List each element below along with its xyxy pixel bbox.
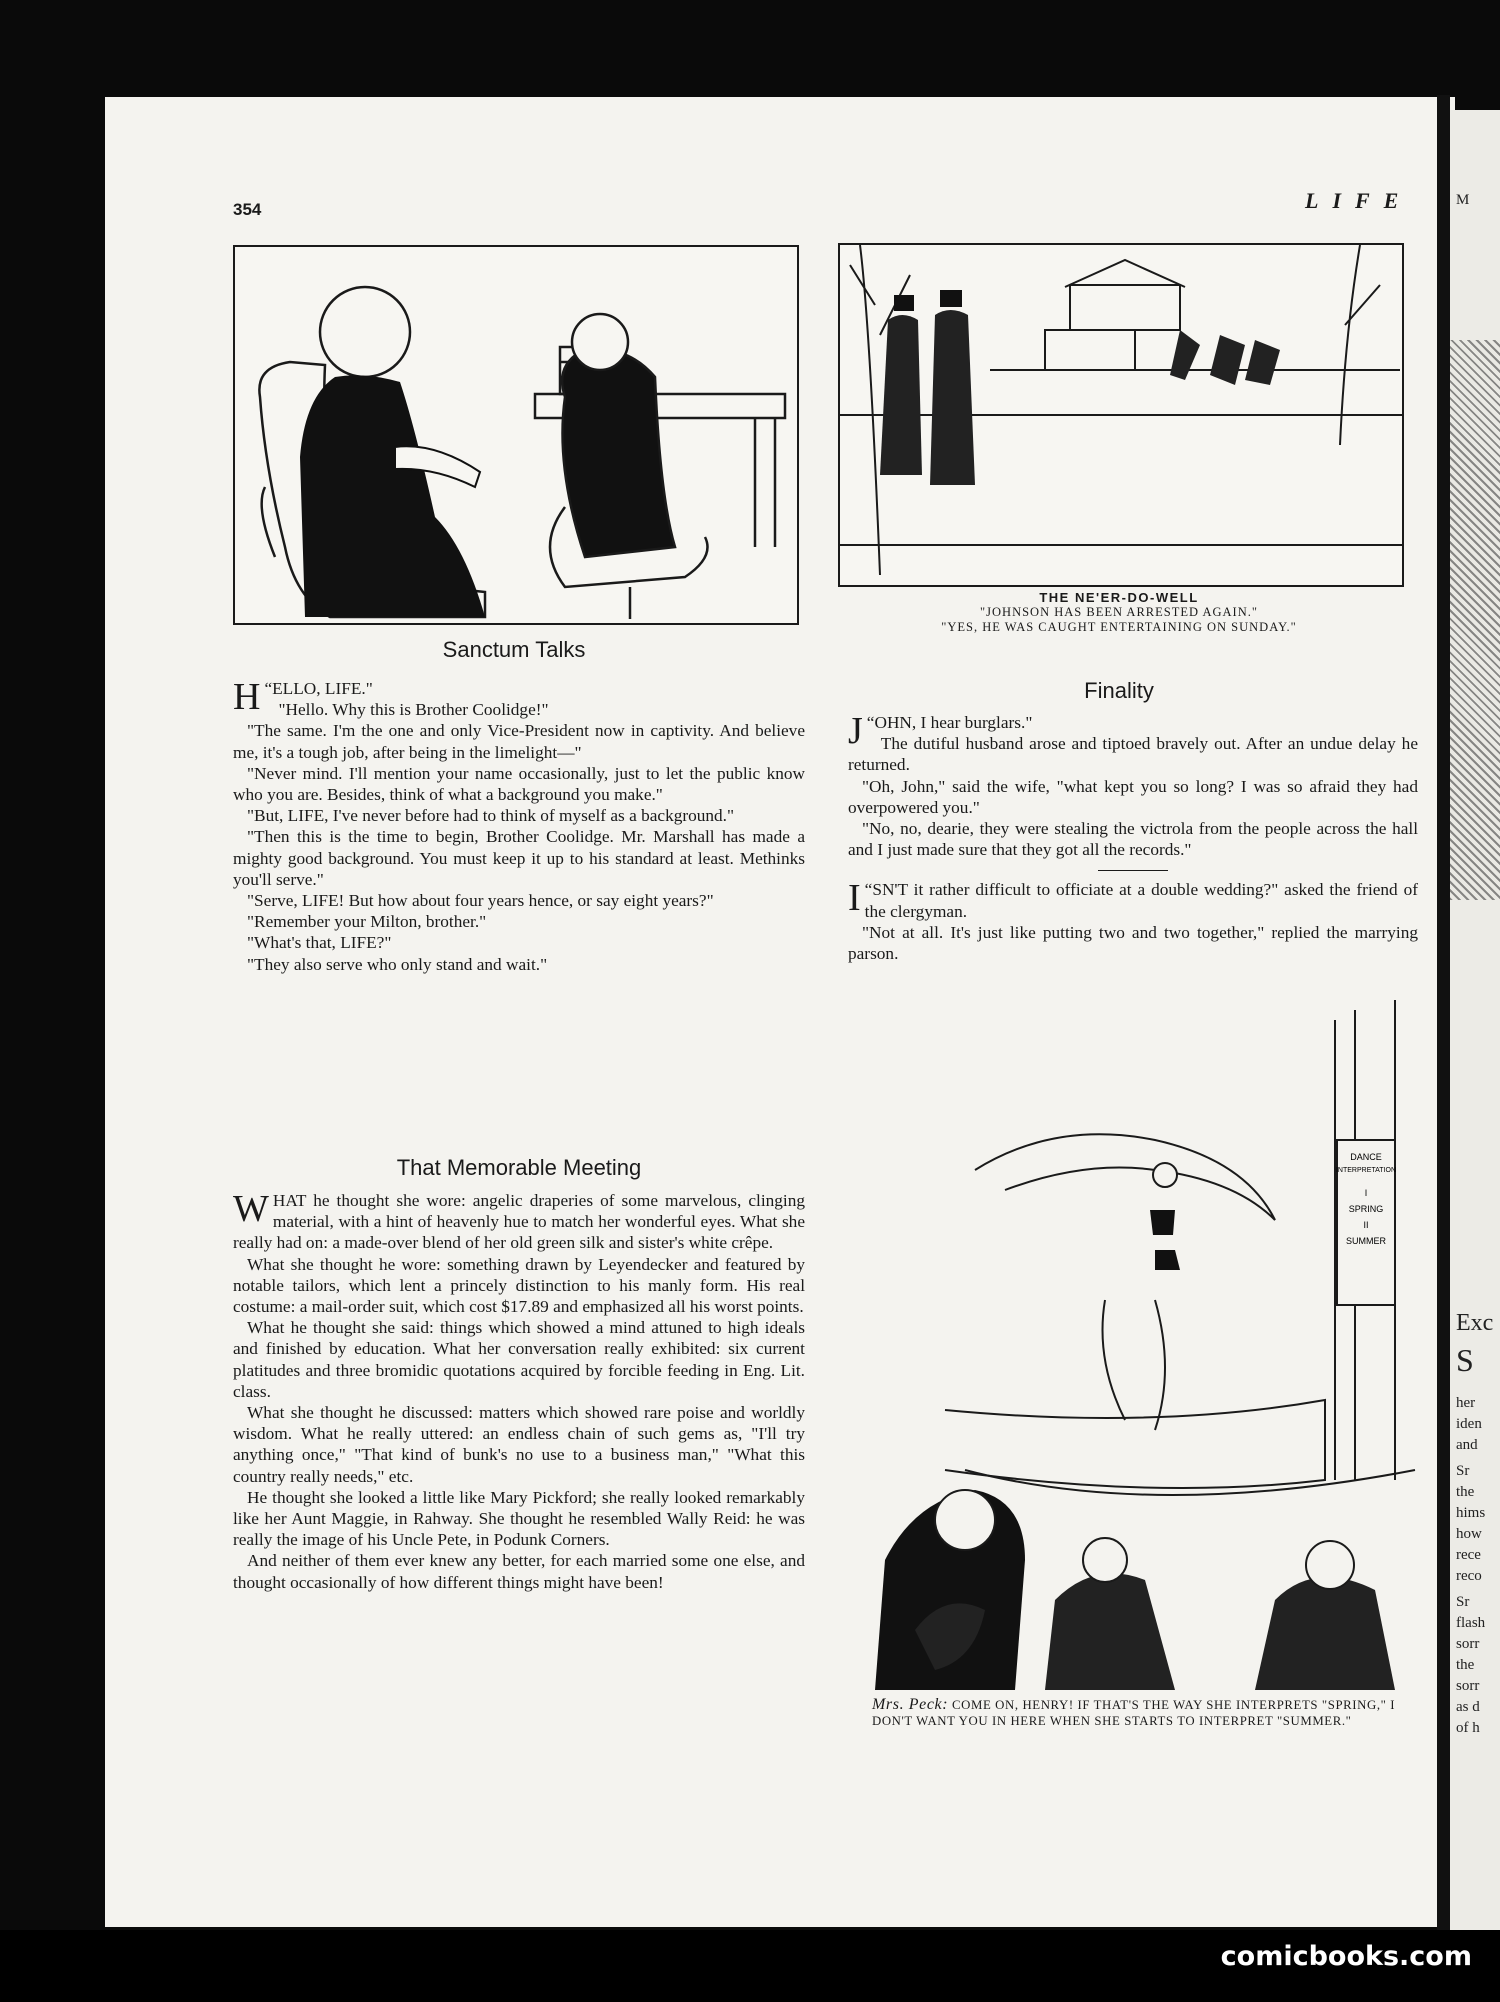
facing-page-edge [1450, 110, 1500, 1930]
poster-text: SUMMER [1346, 1236, 1386, 1246]
meeting-dropcap: W [233, 1188, 269, 1230]
sanctum-paragraph: "Remember your Milton, brother." [247, 912, 487, 932]
wedding-paragraph: "Not at all. It's just like putting two and two together," replied the marrying parson. [848, 922, 1418, 964]
meeting-paragraph: What she thought he discussed: matters which showed rare poise and worldly wisdom. What he really uttered: an endless chain of such gems as, "I'll try anything once," "That kind of bunk's no use to a business man," "What this country really needs," etc. [233, 1403, 805, 1486]
neerdowell-caption-line: "YES, HE WAS CAUGHT ENTERTAINING ON SUNDAY." [941, 620, 1297, 634]
facing-page-fragment: S [1456, 1342, 1474, 1378]
meeting-paragraph: And neither of them ever knew any better, for each married some one else, and thought occasionally of how different things might have been! [233, 1551, 805, 1592]
meeting-paragraph: What he thought she said: things which showed a mind attuned to high ideals and finished by education. What her conversation really exhibited: six current platitudes and three bromidic quotations acquired by forcible feeding in Eng. Lit. class. [233, 1318, 805, 1401]
sanctum-opening-paragraph: “ H ELLO, LIFE." [233, 676, 373, 718]
dance-caption-speaker: Mrs. Peck: [872, 1696, 949, 1713]
meeting-article [233, 1190, 805, 1593]
facing-page-fragment: sorr [1456, 1636, 1480, 1652]
wedding-dropcap: I [848, 877, 861, 920]
neerdowell-caption-title: THE NE'ER-DO-WELL [1039, 590, 1199, 605]
wedding-opening-paragraph: “ I SN'T it rather difficult to officiate at a double wedding?" asked the friend of the clergyman. [848, 877, 1418, 921]
dance-caption-text: COME ON, HENRY! IF THAT'S THE WAY SHE INTERPRETS "SPRING," I DON'T WANT YOU IN HERE WHEN SHE STARTS TO INTERPRET "SUMMER." [872, 1698, 1396, 1728]
dance-caption [872, 1697, 1422, 1729]
finality-title: Finality [1084, 678, 1154, 703]
facing-page-fragment: as d [1456, 1699, 1480, 1715]
facing-page-fragment: and [1456, 1437, 1478, 1453]
sanctum-article [233, 678, 805, 975]
sanctum-paragraph: "The same. I'm the one and only Vice-President now in captivity. And believe me, it's a tough job, after being in the limelight—" [233, 721, 805, 762]
sanctum-paragraph: "Hello. Why this is Brother Coolidge!" [278, 700, 549, 720]
finality-paragraph: "No, no, dearie, they were stealing the victrola from the people across the hall and I just made sure that they got all the records." [848, 819, 1418, 860]
dance-illustration [855, 1000, 1445, 1690]
meeting-opening-paragraph: WHAT he thought she wore: angelic draperies of some marvelous, clinging material, with a hint of heavenly hue to match her wonderful eyes. What she really had on: a made-over blend of her old green silk and sister's white crêpe. [233, 1188, 805, 1253]
meeting-paragraph: What she thought he wore: something drawn by Leyendecker and featured by notable tailors, which lent a princely distinction to his manly form. His real costume: a mail-order suit, which cost $17.89 and emphasized all his worst points. [233, 1254, 805, 1317]
poster-text: I [1364, 1188, 1368, 1198]
meeting-title: That Memorable Meeting [396, 1155, 642, 1180]
meeting-paragraph: He thought she looked a little like Mary Pickford; she really looked remarkably like her Aunt Maggie, in Rahway. She thought he resembled Wally Reid: he was really the image of his Uncle Pete, in Podunk Corners. [233, 1487, 805, 1550]
section-divider [1098, 870, 1168, 871]
running-head: LIFE [1305, 188, 1413, 213]
poster-text: II [1363, 1220, 1369, 1230]
facing-page-fragment: Exc [1456, 1310, 1494, 1336]
finality-article [848, 712, 1418, 964]
facing-page-fragment: the [1456, 1484, 1475, 1500]
facing-page-fragment: Sr [1456, 1463, 1470, 1479]
facing-page-fragment: iden [1456, 1416, 1482, 1432]
sanctum-illustration [233, 245, 799, 625]
sanctum-paragraph: "Then this is the time to begin, Brother Coolidge. Mr. Marshall has made a mighty good background. You must keep it up to his standard at least. Methinks you'll serve." [233, 827, 805, 889]
neerdowell-caption-line: "JOHNSON HAS BEEN ARRESTED AGAIN." [980, 605, 1258, 619]
poster-text: INTERPRETATION [1335, 1167, 1397, 1174]
sanctum-paragraph: "What's that, LIFE?" [247, 933, 392, 953]
facing-page-fragment: of h [1456, 1720, 1480, 1736]
poster-text: DANCE [1350, 1152, 1382, 1162]
sanctum-paragraph: "But, LIFE, I've never before had to think of myself as a background." [247, 806, 735, 826]
watermark: comicbooks.com [1220, 1941, 1472, 1972]
facing-page-fragment: M [1456, 192, 1470, 208]
facing-page-fragment: the [1456, 1657, 1475, 1673]
facing-page-fragment: hims [1456, 1505, 1486, 1521]
finality-dropcap: J [848, 710, 863, 752]
page-number: 354 [233, 200, 262, 219]
sanctum-title: Sanctum Talks [442, 637, 586, 662]
facing-page-fragment: rece [1456, 1547, 1481, 1563]
facing-page-fragment: her [1456, 1395, 1476, 1411]
facing-page-fragment: Sr [1456, 1594, 1470, 1610]
neerdowell-illustration [838, 243, 1404, 587]
facing-page-fragment: flash [1456, 1615, 1486, 1631]
neerdowell-caption [838, 590, 1400, 635]
facing-page-fragment: how [1456, 1526, 1482, 1542]
facing-page-fragment: sorr [1456, 1678, 1480, 1694]
finality-opening-paragraph: “ J OHN, I hear burglars." [848, 710, 1033, 752]
finality-paragraph: The dutiful husband arose and tiptoed bravely out. After an undue delay he returned. [848, 734, 1418, 775]
facing-page-fragment: reco [1456, 1568, 1482, 1584]
facing-page-illustration [1450, 340, 1500, 900]
sanctum-paragraph: "Never mind. I'll mention your name occasionally, just to let the public know who you are. Besides, think of what a background you make." [233, 763, 805, 805]
sanctum-paragraph: "They also serve who only stand and wait." [247, 954, 548, 974]
finality-paragraph: "Oh, John," said the wife, "what kept you so long? I was so afraid they had overpowered you." [848, 776, 1418, 817]
sanctum-dropcap: H [233, 676, 261, 718]
sanctum-paragraph: "Serve, LIFE! But how about four years hence, or say eight years?" [247, 891, 714, 911]
poster-text: SPRING [1348, 1204, 1384, 1214]
